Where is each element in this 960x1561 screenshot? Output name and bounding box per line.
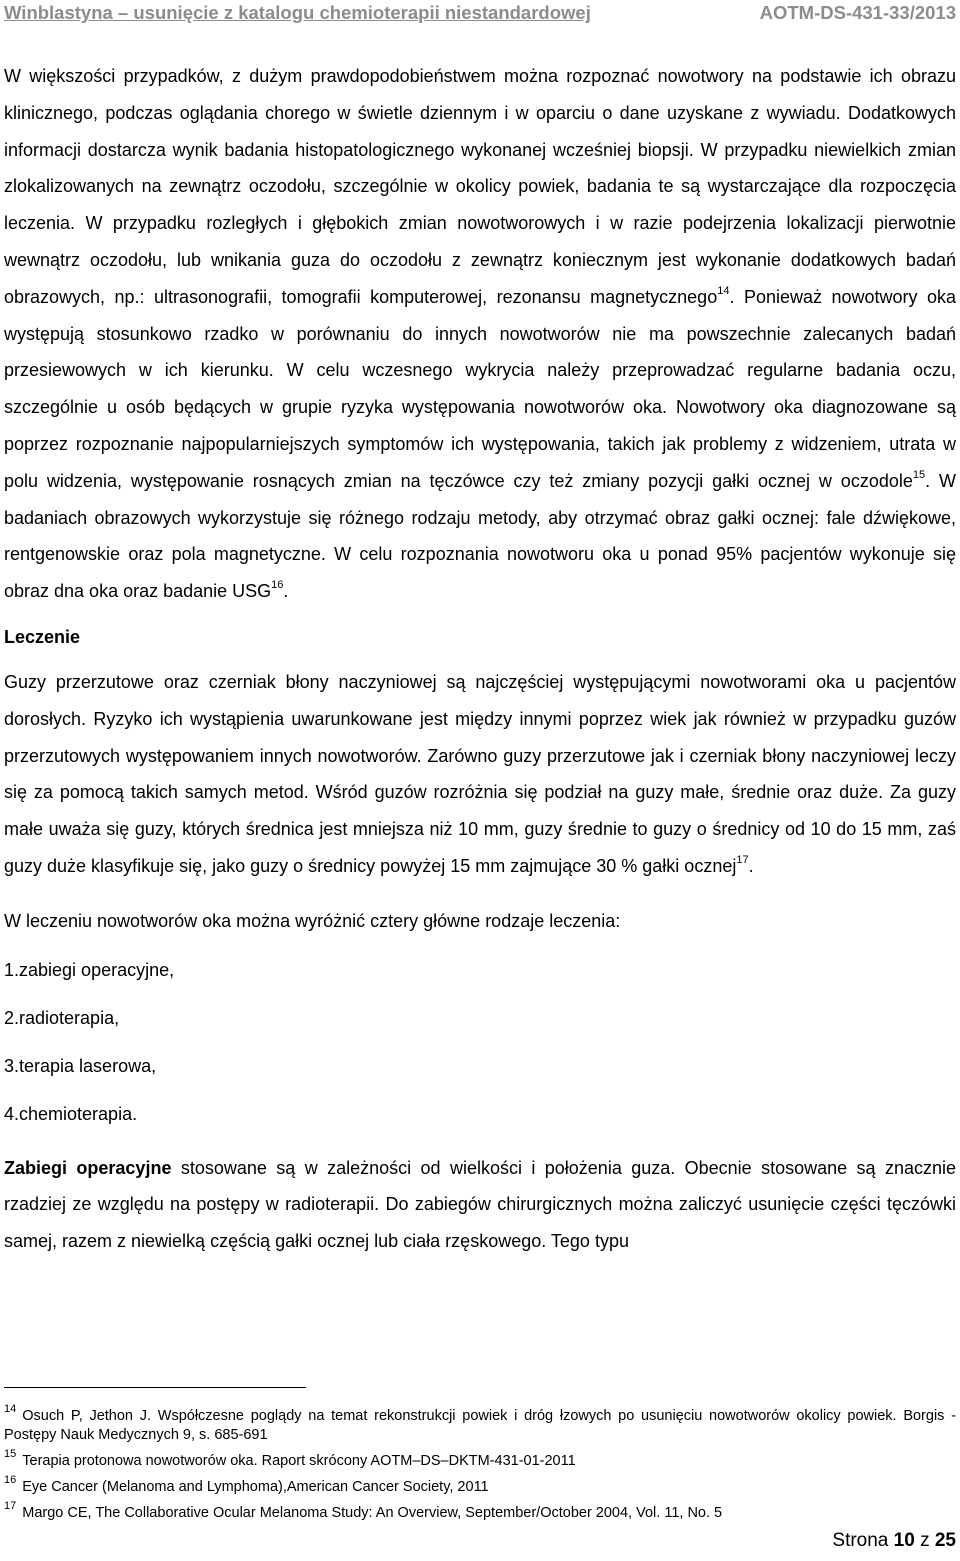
- list-item: 2.radioterapia,: [4, 1007, 120, 1028]
- footnote-15: [4, 1448, 956, 1471]
- paragraph-treatment-types: W leczeniu nowotworów oka można wyróżnić cztery główne rodzaje leczenia:: [4, 910, 621, 931]
- footnote-17: [4, 1500, 956, 1523]
- footnote-divider: [4, 1387, 306, 1388]
- page-header: [4, 0, 956, 26]
- paragraph-text: .: [748, 855, 754, 876]
- paragraph-text: . Ponieważ nowotwory oka występują stosunkowo rzadko w porównaniu do innych nowotworów nie ma powszechnie zalecanych badań przesiewowych w ich kierunku. W celu wczesnego wykrycia należy przeprowadzać regularne badania oczu, szczególnie u osób będących w grupie ryzyka występowania nowotworów oka. Nowotwory oka diagnozowane są poprzez rozpoznanie najpopularniejszych symptomów ich występowania, takich jak problemy z widzeniem, utrata w polu widzenia, występowanie rosnących zmian na tęczówce czy też zmiany pozycji gałki ocznej w oczodole: [4, 286, 956, 491]
- footnote-14: [4, 1403, 956, 1445]
- document-body: [4, 58, 956, 1260]
- list-item: 4.chemioterapia.: [4, 1103, 138, 1124]
- footnote-text: Margo CE, The Collaborative Ocular Melanoma Study: An Overview, September/October 2004, Vol. 11, No. 5: [22, 1505, 723, 1521]
- paragraph-text: .: [283, 581, 289, 602]
- page-of-label: z: [920, 1530, 930, 1551]
- paragraph-text: stosowane są w zależności od wielkości i położenia guza. Obecnie stosowane są znacznie rzadziej ze względu na postępy w radioterapii. Do zabiegów chirurgicznych można zaliczyć usunięcie części tęczówki samej, razem z niewielką częścią gałki ocznej lub ciała rzęskowego. Tego typu: [4, 1157, 956, 1252]
- section-heading: Leczenie: [4, 626, 81, 647]
- footnote-16: [4, 1474, 956, 1497]
- paragraph-text: Guzy przerzutowe oraz czerniak błony naczyniowej są najczęściej występującymi nowotworami oka u pacjentów dorosłych. Ryzyko ich wystąpienia uwarunkowane jest między innymi poprzez wiek jak również w przypadku guzów przerzutowych występowaniem innych nowotworów. Zarówno guzy przerzutowe jak i czerniak błony naczyniowej leczy się za pomocą takich samych metod. Wśród guzów rozróżnia się podział na guzy małe, średnie oraz duże. Za guzy małe uważa się guzy, których średnica jest mniejsza niż 10 mm, guzy średnie to guzy o średnicy od 10 do 15 mm, zaś guzy duże klasyfikuje się, jako guzy o średnicy powyżej 15 mm zajmujące 30 % gałki ocznej: [4, 671, 956, 876]
- paragraph-treatment: [4, 664, 956, 885]
- footnote-ref-16[interactable]: 16: [271, 579, 284, 592]
- page-number: [832, 1530, 956, 1552]
- paragraph-text: . W badaniach obrazowych wykorzystuje się różnego rodzaju metody, aby otrzymać obraz gałki ocznej: fale dźwiękowe, rentgenowskie oraz pola magnetyczne. W celu rozpoznania nowotworu oka u ponad 95% pacjentów wykonuje się obraz dna oka oraz badanie USG: [4, 470, 956, 602]
- footnote-text: Osuch P, Jethon J. Współczesne poglądy na temat rekonstrukcji powiek i dróg łzowych po usunięciu nowotworów okolicy powiek. Borgis -Postępy Nauk Medycznych 9, s. 685-691: [4, 1408, 956, 1443]
- footnote-text: Eye Cancer (Melanoma and Lymphoma),American Cancer Society, 2011: [22, 1479, 489, 1495]
- bold-term: Zabiegi operacyjne: [4, 1157, 172, 1178]
- footnotes: [4, 1403, 956, 1530]
- footnote-text: Terapia protonowa nowotworów oka. Raport skrócony AOTM–DS–DKTM-431-01-2011: [22, 1453, 576, 1469]
- footnote-ref-17[interactable]: 17: [736, 853, 749, 866]
- list-item: 1.zabiegi operacyjne,: [4, 959, 175, 980]
- total-pages: 25: [934, 1530, 956, 1551]
- footnote-number: 17: [4, 1500, 17, 1512]
- footnote-number: 14: [4, 1403, 17, 1415]
- list-item: 3.terapia laserowa,: [4, 1055, 157, 1076]
- paragraph-diagnosis: [4, 58, 956, 610]
- current-page: 10: [893, 1530, 915, 1551]
- footnote-number: 15: [4, 1448, 17, 1460]
- paragraph-surgery: [4, 1150, 956, 1260]
- paragraph-text: W większości przypadków, z dużym prawdopodobieństwem można rozpoznać nowotwory na podstawie ich obrazu klinicznego, podczas oglądania chorego w świetle dziennym i w oparciu o dane uzyskane z wywiadu. Dodatkowych informacji dostarcza wynik badania histopatologicznego wykonanej wcześniej biopsji. W przypadku niewielkich zmian zlokalizowanych na zewnątrz oczodołu, szczególnie w okolicy powiek, badania te są wystarczające dla rozpoczęcia leczenia. W przypadku rozległych i głębokich zmian nowotworowych i w razie podejrzenia lokalizacji pierwotnie wewnątrz oczodołu, lub wnikania guza do oczodołu z zewnątrz koniecznym jest wykonanie dodatkowych badań obrazowych, np.: ultrasonografii, tomografii komputerowej, rezonansu magnetycznego: [4, 66, 956, 307]
- footnote-ref-15[interactable]: 15: [912, 468, 926, 481]
- footnote-ref-14[interactable]: 14: [717, 284, 730, 297]
- header-title: Winblastyna – usunięcie z katalogu chemioterapii niestandardowej: [4, 2, 591, 23]
- header-document-code: AOTM-DS-431-33/2013: [759, 2, 956, 23]
- page-label: Strona: [832, 1530, 889, 1551]
- footnote-number: 16: [4, 1474, 17, 1486]
